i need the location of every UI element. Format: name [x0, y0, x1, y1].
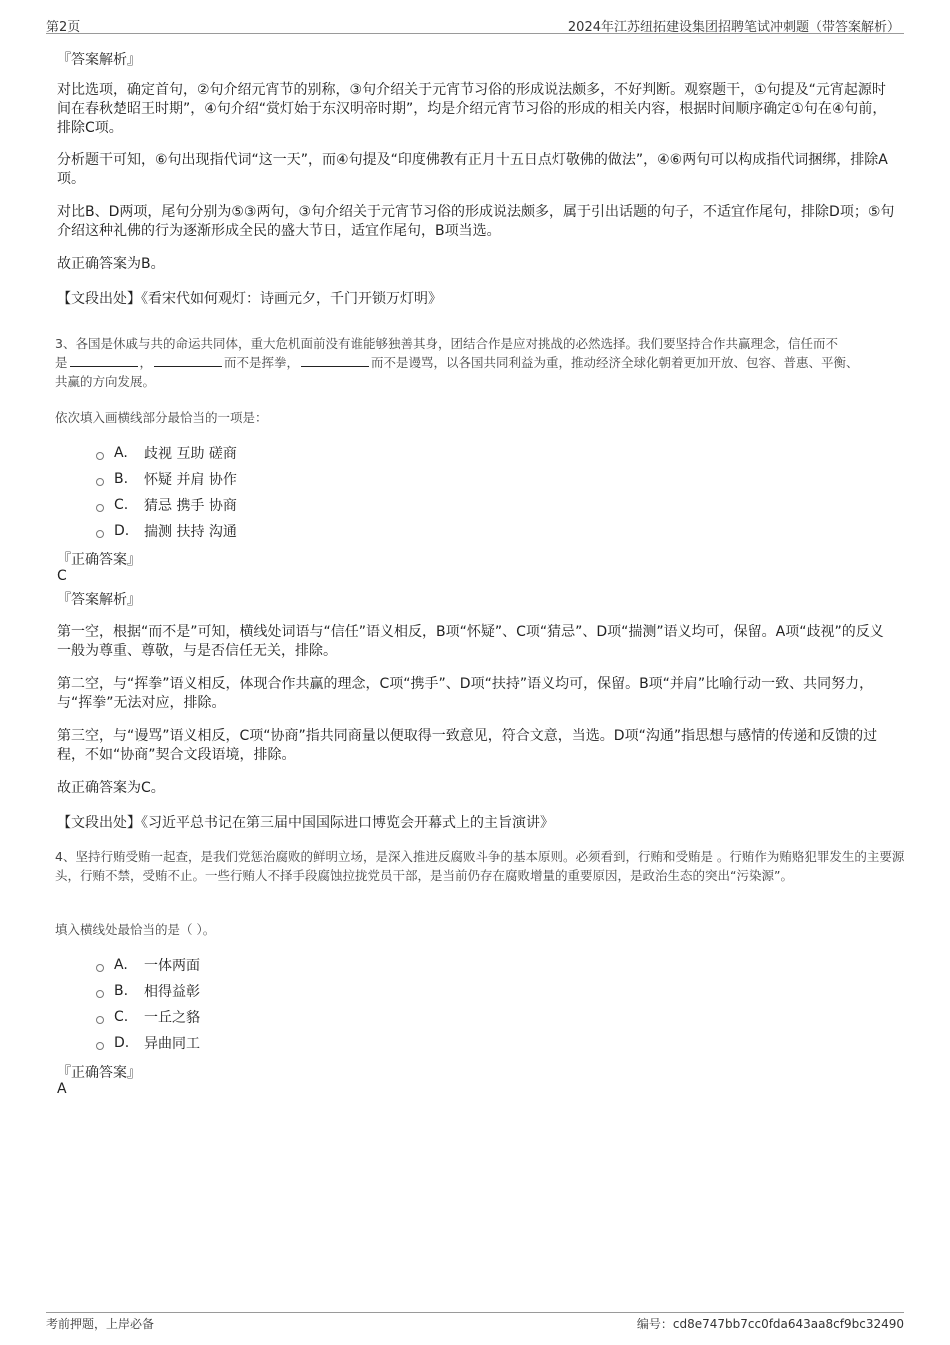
q4-option-a[interactable]: A. 一体两面 — [96, 952, 200, 978]
q3-stem-middle: 而不是挥拳， — [224, 355, 300, 370]
q3-blank-2 — [154, 354, 222, 367]
q2-analysis-label: 『答案解析』 — [57, 52, 141, 68]
q4-correct-label: 『正确答案』 — [57, 1065, 141, 1081]
q4-option-d[interactable]: D. 异曲同工 — [96, 1030, 200, 1056]
q3-analysis-paragraph-1: 第一空，根据“而不是”可知，横线处词语与“信任”语义相反，B项“怀疑”、C项“猜忌”、D项“揣测”语义均可，保留。A项“歧视”的反义一般为尊重、尊敬，与是否信任无关，排除。 — [57, 624, 884, 659]
q2-analysis-paragraph-1: 对比选项，确定首句，②句介绍元宵节的别称，③句介绍关于元宵节习俗的形成说法颇多，不好判断。观察题干，①句提及“元宵起源时间在春秋楚昭王时期”，④句介绍“赏灯始于东汉明帝时期”，均是介绍元宵节习俗的形成的相关内容，根据时间顺序确定①句在④句前，排除C项。 — [57, 82, 887, 136]
q3-analysis-label: 『答案解析』 — [57, 592, 141, 608]
q4-prompt: 填入横线处最恰当的是（ ）。 — [55, 922, 216, 937]
q3-analysis-paragraph-2: 第二空，与“挥拳”语义相反，体现合作共赢的理念，C项“携手”、D项“扶持”语义均可，保留。B项“并肩”比喻行动一致、共同努力，与“挥拳”无法对应，排除。 — [57, 676, 874, 711]
q3-stem-line-3: 共赢的方向发展。 — [55, 374, 156, 389]
q3-blank-1 — [70, 354, 138, 367]
radio-icon[interactable] — [96, 504, 104, 512]
q3-option-d[interactable]: D. 揣测 扶持 沟通 — [96, 518, 237, 544]
q3-option-a[interactable]: A. 歧视 互助 磋商 — [96, 440, 237, 466]
q4-options — [96, 952, 200, 1056]
q3-stem-suffix: 而不是谩骂，以各国共同利益为重，推动经济全球化朝着更加开放、包容、普惠、平衡、 — [371, 355, 859, 370]
q2-analysis-paragraph-2: 分析题干可知，⑥句出现指代词“这一天”，而④句提及“印度佛教有正月十五日点灯敬佛的做法”，④⑥两句可以构成指代词捆绑，排除A项。 — [57, 152, 888, 187]
q2-source: 【文段出处】《看宋代如何观灯：诗画元夕，千门开锁万灯明》 — [57, 291, 442, 307]
radio-icon[interactable] — [96, 1016, 104, 1024]
document-code: 编号：cd8e747bb7cc0fda643aa8cf9bc32490 — [636, 1317, 904, 1331]
q3-analysis-paragraph-3: 第三空，与“谩骂”语义相反，C项“协商”指共同商量以便取得一致意见，符合文意，当选。D项“沟通”指思想与感情的传递和反馈的过程，不如“协商”契合文段语境，排除。 — [57, 728, 878, 763]
footer-slogan: 考前押题，上岸必备 — [46, 1317, 155, 1331]
q3-blank-3 — [301, 354, 369, 367]
document-title: 2024年江苏纽拓建设集团招聘笔试冲刺题（带答案解析） — [567, 20, 900, 35]
q2-analysis-paragraph-3: 对比B、D两项，尾句分别为⑤③两句，③句介绍关于元宵节习俗的形成说法颇多，属于引出话题的句子，不适宜作尾句，排除D项；⑤句介绍这种礼佛的行为逐渐形成全民的盛大节日，适宜作尾句，B项当选。 — [57, 204, 895, 239]
q2-conclusion: 故正确答案为B。 — [57, 256, 165, 272]
q3-correct-answer: C — [57, 568, 67, 584]
q3-option-c[interactable]: C. 猜忌 携手 协商 — [96, 492, 237, 518]
q3-correct-label: 『正确答案』 — [57, 552, 141, 568]
q3-stem-separator: ， — [139, 355, 153, 370]
q3-options — [96, 440, 237, 544]
radio-icon[interactable] — [96, 478, 104, 486]
q4-correct-answer: A — [57, 1081, 67, 1097]
q4-option-b[interactable]: B. 相得益彰 — [96, 978, 200, 1004]
radio-icon[interactable] — [96, 452, 104, 460]
page-number: 第2页 — [46, 20, 81, 35]
page-footer — [46, 1312, 904, 1331]
q3-stem-line-1: 3、各国是休戚与共的命运共同体，重大危机面前没有谁能够独善其身，团结合作是应对挑战的必然选择。我们要坚持合作共赢理念，信任而不 — [55, 336, 838, 351]
q4-stem: 4、坚持行贿受贿一起查，是我们党惩治腐败的鲜明立场，是深入推进反腐败斗争的基本原则。必须看到，行贿和受贿是 。行贿作为贿赂犯罪发生的主要源头，行贿不禁，受贿不止。一些行贿人不择手段腐蚀拉拢党员干部，是当前仍存在腐败增量的重要原因，是政治生态的突出“污染源”。 — [55, 849, 905, 883]
radio-icon[interactable] — [96, 530, 104, 538]
q3-conclusion: 故正确答案为C。 — [57, 780, 165, 796]
radio-icon[interactable] — [96, 964, 104, 972]
page-header — [46, 16, 904, 34]
q3-prompt: 依次填入画横线部分最恰当的一项是： — [55, 410, 268, 425]
q3-stem — [55, 334, 905, 391]
q3-option-b[interactable]: B. 怀疑 并肩 协作 — [96, 466, 237, 492]
q3-stem-prefix: 是 — [55, 355, 68, 370]
q4-option-c[interactable]: C. 一丘之貉 — [96, 1004, 200, 1030]
radio-icon[interactable] — [96, 990, 104, 998]
q3-stem-line-2 — [55, 353, 905, 372]
q3-source: 【文段出处】《习近平总书记在第三届中国国际进口博览会开幕式上的主旨演讲》 — [57, 815, 554, 831]
radio-icon[interactable] — [96, 1042, 104, 1050]
